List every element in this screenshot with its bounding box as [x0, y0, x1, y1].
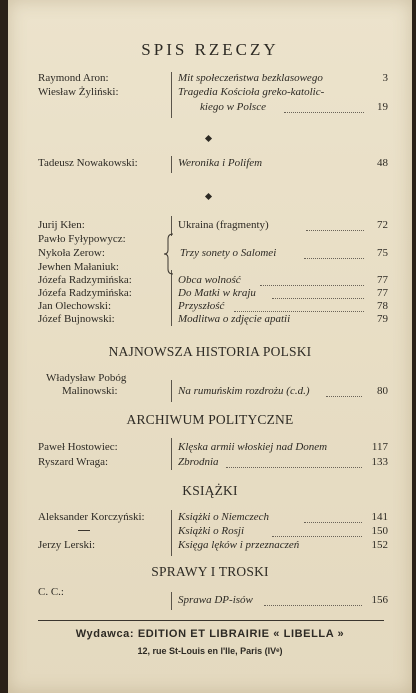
- entry-page: 75: [377, 247, 388, 259]
- entry-title: Sprawa DP-isów: [178, 594, 253, 606]
- entry-author: Raymond Aron:: [38, 72, 109, 84]
- ditto-dash: [74, 522, 85, 534]
- separator-diamond: [205, 193, 212, 200]
- entry-title: Trzy sonety o Salomei: [180, 247, 277, 259]
- leader-dots: [234, 311, 364, 312]
- ditto-line: [78, 530, 90, 531]
- separator-diamond: [205, 135, 212, 142]
- entry-author: Malinowski:: [62, 385, 118, 397]
- entry-author: Tadeusz Nowakowski:: [38, 157, 138, 169]
- section-heading: SPRAWY I TROSKI: [151, 564, 269, 579]
- leader-dots: [272, 536, 362, 537]
- entry-title: Książki o Rosji: [178, 525, 245, 537]
- entry-author: Józefa Radzymińska:: [38, 274, 132, 286]
- entry-page: 48: [377, 157, 388, 169]
- column-divider: [171, 380, 172, 402]
- column-divider: [171, 592, 172, 610]
- entry-title: Klęska armii włoskiej nad Donem: [178, 441, 328, 453]
- leader-dots: [260, 285, 364, 286]
- entry-author: Jewhen Małaniuk:: [38, 261, 119, 273]
- entry-page: 141: [371, 511, 388, 523]
- entry-author: Jurij Kłen:: [38, 219, 85, 231]
- entry-title: Książki o Niemczech: [178, 511, 270, 523]
- entry-page: 3: [382, 72, 388, 84]
- entry-title: Modlitwa o zdjęcie apatii: [178, 313, 291, 325]
- column-divider: [171, 72, 172, 118]
- entry-page: 79: [377, 313, 388, 325]
- entry-page: 117: [371, 441, 388, 453]
- entry-page: 80: [377, 385, 388, 397]
- section-heading: NAJNOWSZA HISTORIA POLSKI: [108, 344, 312, 359]
- entry-title: Przyszłość: [178, 300, 225, 312]
- entry-title: kiego w Polsce: [200, 101, 266, 113]
- entry-author: Józef Bujnowski:: [38, 313, 115, 325]
- entry-author: Władysław Pobóg: [46, 372, 127, 384]
- publisher-name: Wydawca: EDITION ET LIBRAIRIE « LIBELLA »: [75, 628, 345, 640]
- page-title: SPIS RZECZY: [141, 40, 279, 59]
- entry-author: Jan Olechowski:: [38, 300, 112, 312]
- section-heading: ARCHIWUM POLITYCZNE: [126, 412, 294, 427]
- entry-page: 156: [371, 594, 388, 606]
- leader-dots: [264, 605, 362, 606]
- leader-dots: [272, 298, 364, 299]
- entry-page: 19: [377, 101, 388, 113]
- leader-dots: [284, 112, 364, 113]
- entry-title: Księga lęków i przeznaczeń: [178, 539, 300, 551]
- entry-page: 150: [371, 525, 388, 537]
- entry-author: C. C.:: [38, 586, 64, 598]
- entry-author: Aleksander Korczyński:: [38, 511, 145, 523]
- entry-author: Wiesław Żyliński:: [38, 86, 119, 98]
- entry-page: 152: [371, 539, 388, 551]
- publisher-address: 12, rue St-Louis en l'Ile, Paris (IVᵉ): [137, 646, 283, 656]
- leader-dots: [306, 230, 364, 231]
- entry-author: Pawło Fyłypowycz:: [38, 233, 126, 245]
- section-heading: KSIĄŻKI: [182, 483, 238, 498]
- entry-page: 77: [377, 274, 388, 286]
- entry-title: Zbrodnia: [178, 456, 219, 468]
- entry-author: Paweł Hostowiec:: [38, 441, 118, 453]
- leader-dots: [326, 396, 362, 397]
- entry-page: 78: [377, 300, 388, 312]
- entry-page: 72: [377, 219, 388, 231]
- entry-author: Ryszard Wraga:: [38, 456, 109, 468]
- entry-page: 133: [371, 456, 388, 468]
- entry-title: Na rumuńskim rozdrożu (c.d.): [178, 385, 310, 397]
- entry-author: Jerzy Lerski:: [38, 539, 96, 551]
- column-divider: [171, 270, 172, 326]
- contents-page: [8, 0, 412, 693]
- footer-rule: [38, 620, 384, 621]
- leader-dots: [226, 467, 362, 468]
- leader-dots: [304, 258, 364, 259]
- entry-author: Nykoła Zerow:: [38, 247, 105, 259]
- entry-title: Do Matki w kraju: [178, 287, 256, 299]
- entry-author: Józefa Radzymińska:: [38, 287, 132, 299]
- column-divider: [171, 438, 172, 470]
- entry-title: Mit społeczeństwa bezklasowego: [178, 72, 323, 84]
- entry-title: Weronika i Polifem: [178, 157, 263, 169]
- entry-title: Tragedia Kościoła greko-katolic-: [178, 86, 325, 98]
- entry-title: Obca wolność: [178, 274, 241, 286]
- brace-icon: [162, 233, 176, 275]
- entry-page: 77: [377, 287, 388, 299]
- entry-title: Ukraina (fragmenty): [178, 219, 269, 231]
- column-divider: [171, 156, 172, 173]
- column-divider: [171, 510, 172, 556]
- leader-dots: [304, 522, 362, 523]
